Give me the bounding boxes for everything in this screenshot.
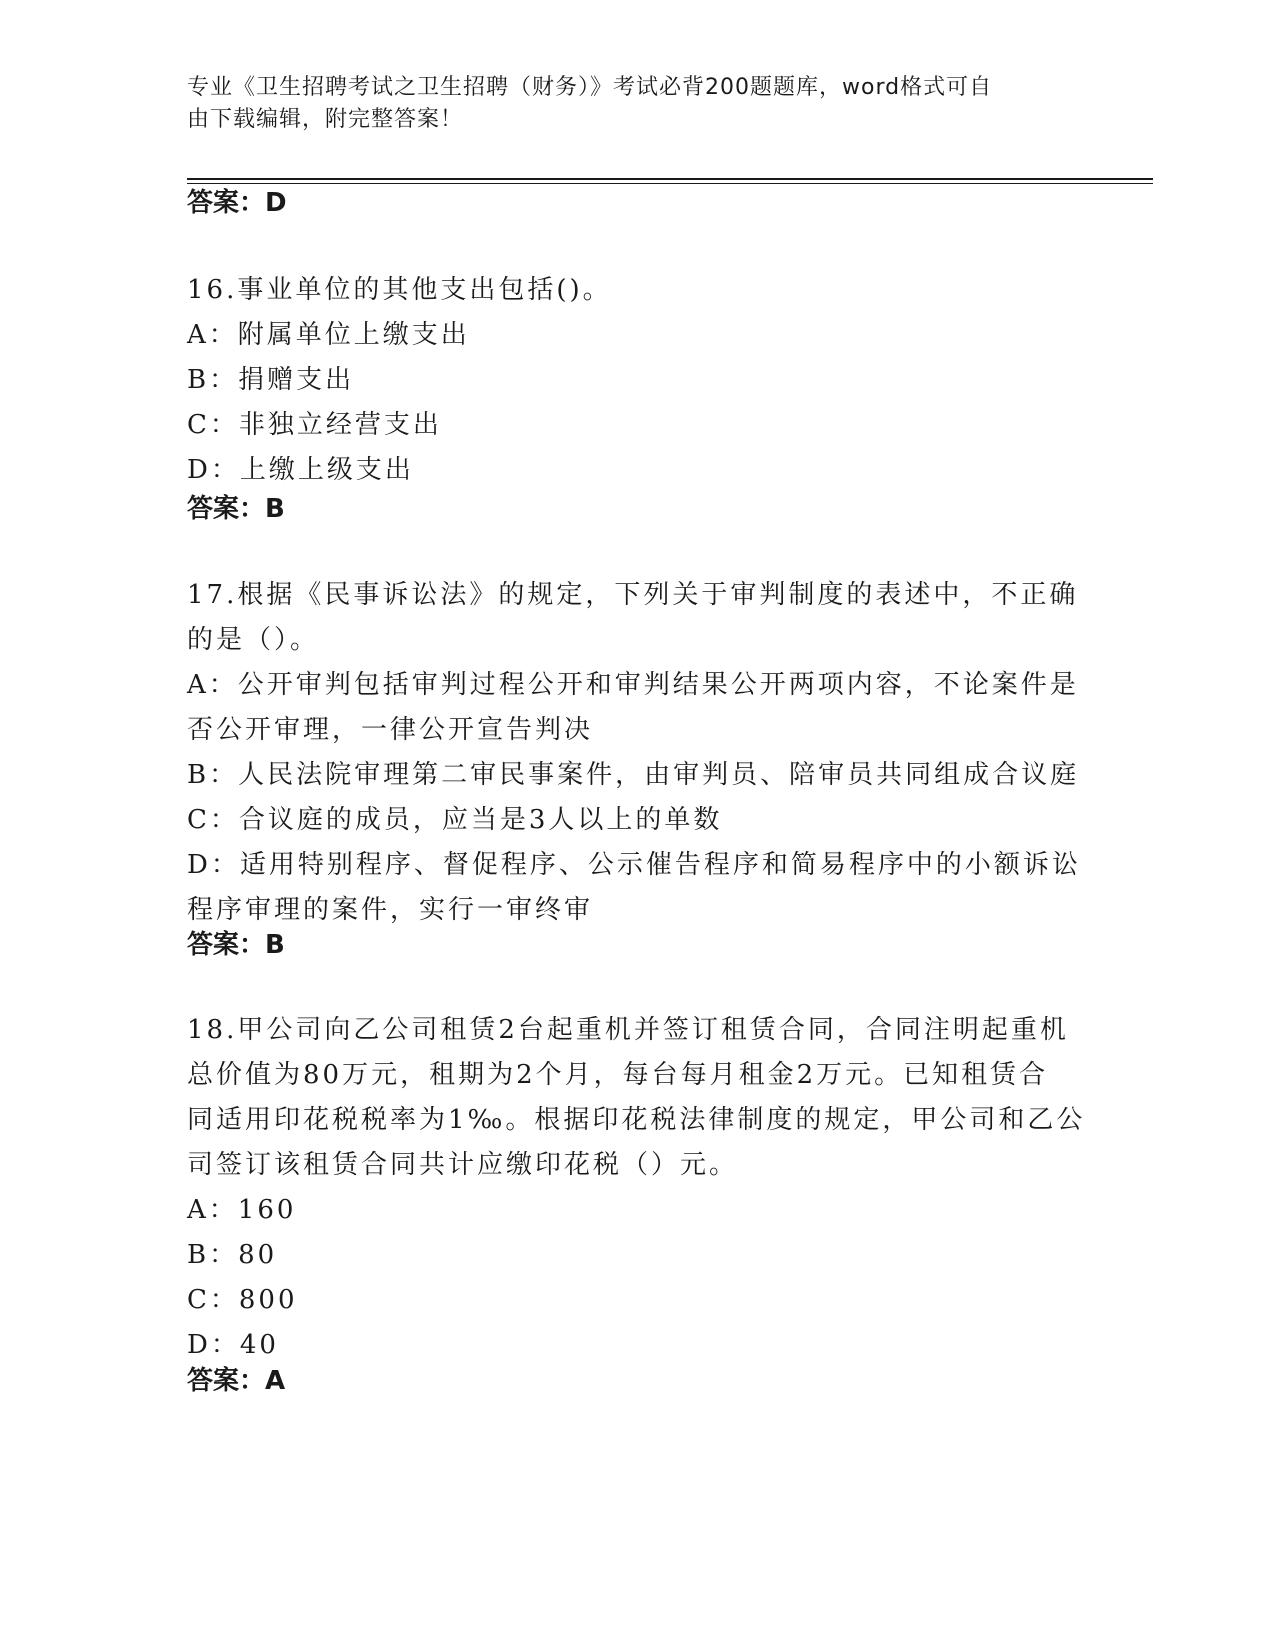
answer-label: 答案：B bbox=[187, 494, 285, 524]
option-a: A：160 bbox=[187, 1195, 297, 1225]
question-stem: 总价值为80万元，租期为2个月，每台每月租金2万元。已知租赁合 bbox=[187, 1060, 1049, 1090]
option-c: C：非独立经营支出 bbox=[187, 410, 442, 440]
question-stem: 司签订该租赁合同共计应缴印花税（）元。 bbox=[187, 1150, 739, 1180]
question-stem: 17.根据《民事诉讼法》的规定，下列关于审判制度的表述中，不正确 bbox=[187, 580, 1079, 610]
question-16 bbox=[187, 268, 1087, 493]
option-d: D：40 bbox=[187, 1330, 279, 1360]
option-b: B：人民法院审理第二审民事案件，由审判员、陪审员共同组成合议庭 bbox=[187, 760, 1080, 790]
answer-label: 答案：D bbox=[187, 188, 287, 218]
question-stem: 16.事业单位的其他支出包括()。 bbox=[187, 275, 612, 305]
option-d: D：适用特别程序、督促程序、公示催告程序和简易程序中的小额诉讼 bbox=[187, 850, 1081, 880]
option-a-cont: 否公开审理，一律公开宣告判决 bbox=[187, 715, 594, 745]
answer-label: 答案：B bbox=[187, 930, 285, 960]
document-header bbox=[187, 72, 1067, 136]
question-18 bbox=[187, 1008, 1087, 1368]
header-line: 专业《卫生招聘考试之卫生招聘（财务）》考试必背200题题库，word格式可自 bbox=[187, 75, 993, 100]
option-a: A：附属单位上缴支出 bbox=[187, 320, 470, 350]
option-d: D：上缴上级支出 bbox=[187, 455, 414, 485]
option-d-cont: 程序审理的案件，实行一审终审 bbox=[187, 895, 594, 925]
option-c: C：800 bbox=[187, 1285, 298, 1315]
question-stem: 的是（）。 bbox=[187, 625, 320, 655]
option-b: B：80 bbox=[187, 1240, 278, 1270]
option-c: C：合议庭的成员，应当是3人以上的单数 bbox=[187, 805, 723, 835]
question-stem: 同适用印花税税率为1‰。根据印花税法律制度的规定，甲公司和乙公 bbox=[187, 1105, 1086, 1135]
question-17 bbox=[187, 573, 1087, 933]
header-divider-thin bbox=[187, 183, 1153, 184]
header-divider bbox=[187, 178, 1153, 180]
question-stem: 18.甲公司向乙公司租赁2台起重机并签订租赁合同，合同注明起重机 bbox=[187, 1015, 1069, 1045]
answer-label: 答案：A bbox=[187, 1366, 286, 1396]
option-a: A：公开审判包括审判过程公开和审判结果公开两项内容，不论案件是 bbox=[187, 670, 1079, 700]
header-line: 由下载编辑，附完整答案！ bbox=[187, 107, 464, 132]
option-b: B：捐赠支出 bbox=[187, 365, 355, 395]
